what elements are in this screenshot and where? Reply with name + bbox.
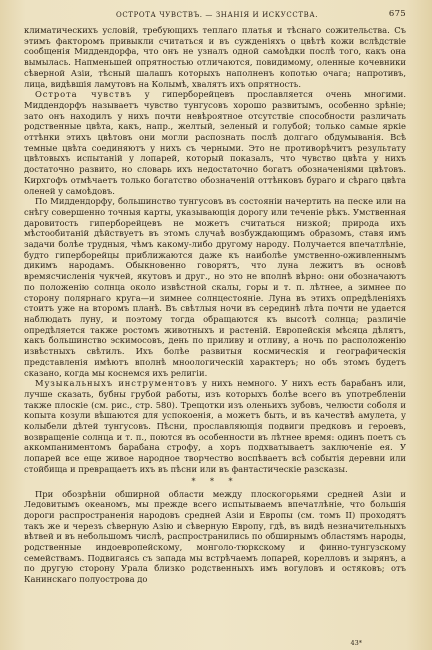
- body-text: [24, 25, 406, 475]
- paragraph: Музыкальныхъ инструментовъ у нихъ немного. У нихъ есть барабанъ или, лучше сказать, бубны грубой работы, изъ которыхъ болѣе всего въ употребленіи также плоскіе (см. рис., стр. 580). Трещотки изъ оленьихъ зубовъ, челюсти соболя и копыта козули вѣшаются для успокоенія, а можетъ быть, и въ качествѣ амулета, у колыбели дѣтей тунгусовъ. Пѣсни, прославляющія подвиги предковъ и героевъ, возвращеніе солнца и т. п., поются въ особенности въ лѣтнее время: одинъ поетъ съ аккомпаниментомъ барабана строфу, а хоръ подхватываетъ заключеніе ея. У лопарей все еще живое народное творчество воспѣваетъ всѣ событія деревни или стойбища и превращаетъ ихъ въ пѣсни или въ фантастическіе разсказы.: [24, 378, 406, 474]
- printer-signature: 43*: [350, 639, 362, 647]
- section-separator: * * *: [191, 476, 239, 486]
- spaced-lead: Острота чувствъ: [35, 89, 132, 100]
- running-title: ОСТРОТА ЧУВСТВЪ. — ЗНАНІЯ И ИСКУССТВА.: [116, 11, 319, 19]
- paragraph: При обозрѣніи обширной области между плоскогорьями средней Азіи и Ледовитымъ океаномъ, мы прежде всего испытываемъ впечатлѣніе, что большія дороги распространенія народовъ средней Азіи и Европы (см. томъ II) проходятъ такъ же и черезъ сѣверную Азію и сѣверную Европу, гдѣ, въ видѣ незначительныхъ вѣтвей и въ небольшомъ числѣ, распространились по обширнымъ областямъ народы, родственные индоевропейскому, монголо-тюркскому и финно-тунгузскому семействамъ. Подвигаясь съ запада мы встрѣчаемъ лопарей, корелловъ и зырянъ, а по другую сторону Урала близко родственныхъ имъ вогуловъ и остяковъ; отъ Канинскаго полуострова до: [24, 488, 406, 585]
- spaced-lead: Музыкальныхъ инструментовъ: [35, 378, 198, 389]
- paragraph: Острота чувствъ у гиперборейцевъ прославляется очень многими. Миддендорфъ называетъ чувство тунгусовъ хорошо развитымъ, особенно зрѣніе; зато онъ находилъ у нихъ почти невѣроятное отсутствіе способности различать родственные цвѣта, какъ, напр., желтый, зеленый и голубой; только самые яркіе оттѣнки этихъ цвѣтовъ они могли распознать послѣ долгаго обдумыванія. Всѣ темные цвѣта соединяютъ у нихъ съ черными. Это не противорѣчитъ результату цвѣтовыхъ испытаній у лопарей, который показалъ, что чувство цвѣта у нихъ достаточно развито, но словарь ихъ недостаточно богатъ обозначеніями цвѣтовъ. Кирхгофъ отмѣчаетъ только богатство обозначеній оттѣнковъ бураго и сѣраго цвѣта оленей у самоѣдовъ.: [24, 89, 406, 196]
- paragraph: климатическихъ условій, требующихъ теплаго платья и тѣснаго сожительства. Съ этимъ факторомъ привыкли считаться и въ сужденіяхъ о цвѣтѣ кожи вслѣдствіе сообщенія Миддендорфа, что онъ не узналъ одной самоѣдки послѣ того, какъ она вымылась. Напменьшей опрятностью отличаются, повидимому, оленные кочевники сѣверной Азіи, тѣсный шалашъ которыхъ наполненъ копотью очага; напротивъ, лица, видѣвшія ламутовъ на Колымѣ, хвалятъ ихъ опрятность.: [24, 25, 406, 89]
- running-header: [24, 9, 406, 25]
- paragraph: По Миддендорфу, большинство тунгусовъ въ состояніи начертить на песке или на снѣгу совершенно точныя карты, указывающія дорогу или теченіе рѣкъ. Умственная даровитость гиперборейцевъ не можетъ считаться низкой; природа ихъ мѣстообитаній дѣйствуетъ въ этомъ случаѣ возбуждающимъ образомъ, ставя имъ задачи болѣе трудныя, чѣмъ какому-либо другому народу. Получается впечатлѣніе, будто гиперборейцы приближаются даже къ наиболѣе умственно-оживленнымъ дикимъ народамъ. Обыкновенно говорятъ, что луна лежитъ въ основѣ времясчисленія чукчей, якутовъ и друг., но это не вполнѣ вѣрно: они обозначаютъ по положенію солнца около извѣстной скалы, горы и т. п. лѣтнее, а зимнее по сторону полярнаго круга—и зимнее солнцестояніе. Луна въ этихъ опредѣленіяхъ стоитъ уже на второмъ планѣ. Въ свѣтлыя ночи въ серединѣ лѣта почти не удается наблюдать луну, и поэтому тогда обращаются къ высотѣ солнца; различіе опредѣляется также ростомъ животныхъ и растеній. Европейскія мѣсяца дѣлятъ, какъ большинство эскимосовъ, день по приливу и отливу, а ночь по расположенію извѣстныхъ свѣтилъ. Ихъ болѣе развитыя космическія и географическія представленія имѣютъ вполнѣ мноологическій характеръ; но объ этомъ будетъ сказано, когда мы коснемся ихъ религіи.: [24, 196, 406, 378]
- body-text-continued: [24, 489, 406, 585]
- page-number: 675: [388, 9, 406, 19]
